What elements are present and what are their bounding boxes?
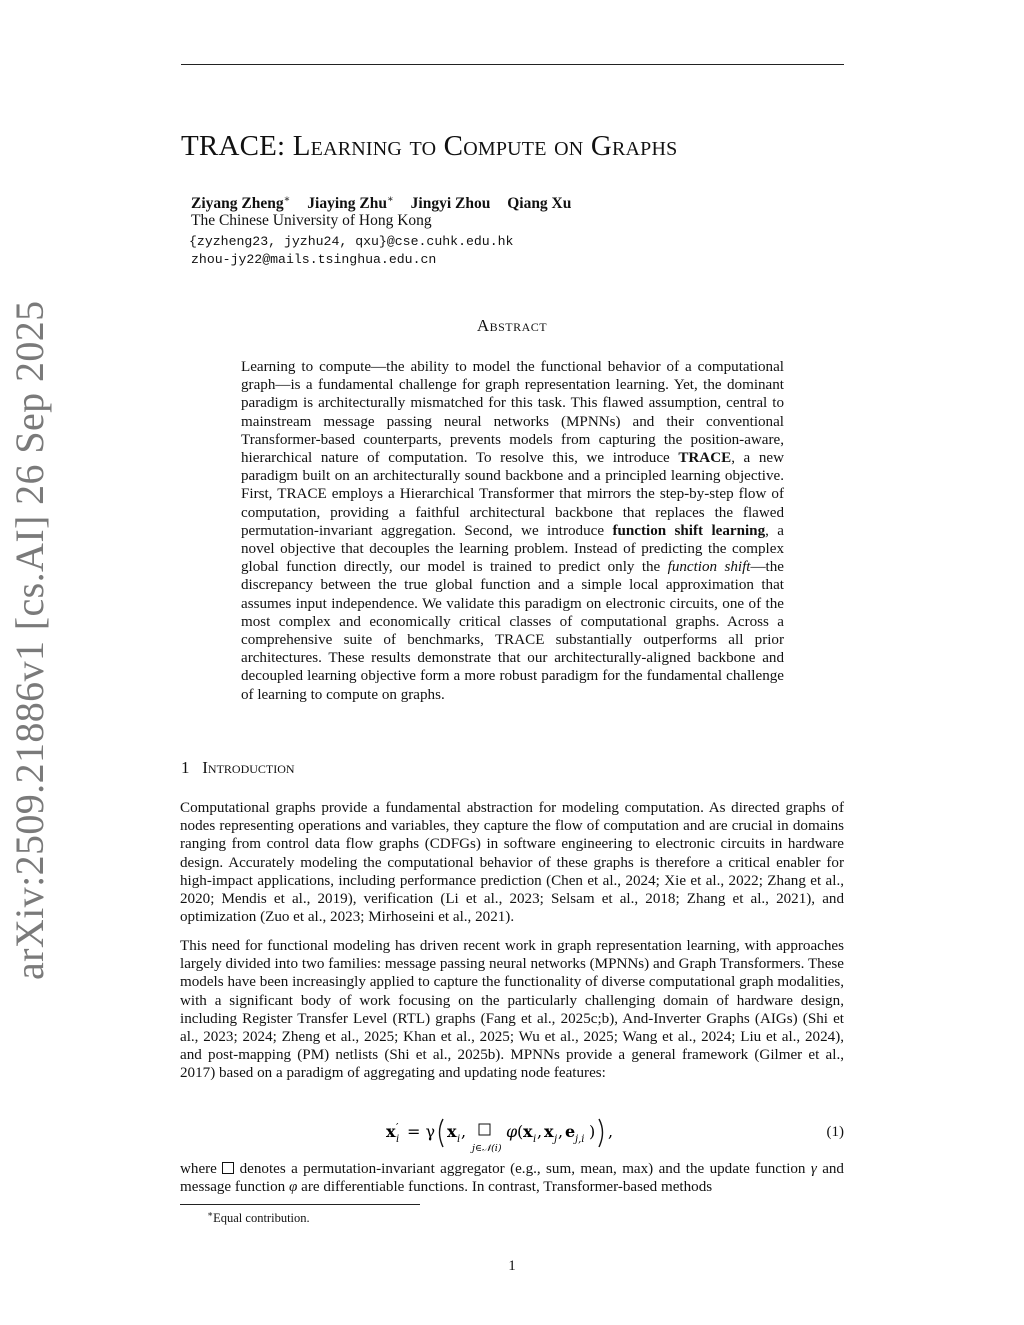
intro-paragraph: This need for functional modeling has driven recent work in graph representation learning, with approaches largely divided into two families: message passing neural networks (MPNNs) and Graph Transformers. These models have been increasingly applied to capture the functionality of diverse computational graph modalities, with a significant body of work focusing on the particularly challenging domain of hardware design, including Register Transfer Level (RTL) graphs (Fang et al., 2025c;b), And-Inverter Graphs (AIGs) (Shi et al., 2023; 2024; Zheng et al., 2025; Khan et al., 2025; Wu et al., 2025; Wang et al., 2024; Liu et al., 2024), and post-mapping (PM) netlists (Shi et al., 2025b). MPNNs provide a general framework (Gilmer et al., 2017) based on a paradigm of aggregating and updating node features: [180,938,844,1082]
svg-text:i: i [457,1134,461,1145]
equation-figure [386,1110,656,1160]
author-name: Qiang Xu [507,195,572,213]
svg-text:x: x [544,1122,554,1141]
svg-text:φ: φ [506,1122,518,1141]
svg-text:,: , [461,1122,467,1141]
author-email: zhou-jy22@mails.tsinghua.edu.cn [191,252,437,267]
svg-text:i: i [533,1134,537,1145]
author-email: {zyzheng23, jyzhu24, qxu}@cse.cuhk.edu.hk [189,234,514,249]
author-name: Jiaying Zhu∗ [307,194,394,213]
author-list [191,194,584,213]
svg-text:): ) [589,1122,596,1141]
author-name: Ziyang Zheng∗ [191,194,291,213]
svg-text:,: , [537,1122,543,1141]
svg-text:′: ′ [396,1121,399,1134]
footnote-rule [180,1204,420,1205]
svg-text:i: i [396,1134,400,1145]
intro-paragraph: Computational graphs provide a fundamental abstraction for modeling computation. As directed graphs of nodes representing operations and variables, they capture the flow of computation and are crucial in domains ranging from control data flow graphs (CDFGs) in software engineering to electronic circuits in hardware design. Accurately modeling the computational behavior of these graphs is therefore a critical enabler for high-impact applications, including performance prediction (Chen et al., 2024; Xie et al., 2022; Zhang et al., 2020; Mendis et al., 2019), verification (Li et al., 2023; Selsam et al., 2018; Zhang et al., 2021), and optimization (Zuo et al., 2023; Mirhoseini et al., 2021). [180,800,844,926]
intro-paragraph: where denotes a permutation-invariant aggregator (e.g., sum, mean, max) and the update function γ and message function φ are differentiable functions. In contrast, Transformer-based methods [180,1161,844,1196]
author-name: Jingyi Zhou [410,195,491,213]
section-title: Introduction [202,758,295,777]
svg-text:,: , [608,1122,614,1141]
arxiv-side-stamp: arXiv:2509.21886v1 [cs.AI] 26 Sep 2025 [7,300,52,980]
abstract-text: Learning to compute—the ability to model the functional behavior of a computational graph—is a fundamental challenge for graph representation learning. Yet, the dominant paradigm is architecturally mismatched for this task. This flawed assumption, central to mainstream message passing neural networks (MPNNs) and their conventional Transformer-based counterparts, prevents models from capturing the position-aware, hierarchical nature of computation. To resolve this, we introduce TRACE, a new paradigm built on an architecturally sound backbone and a principled learning objective. First, TRACE employs a Hierarchical Transformer that mirrors the step-by-step flow of computation, providing a faithful architectural backbone that replaces the flawed permutation-invariant aggregation. Second, we introduce function shift learning, a novel objective that decouples the learning problem. Instead of predicting the complex global function directly, our model is trained to predict only the function shift—the discrepancy between the true global function and a simple local approximation that assumes input independence. We validate this paradigm on electronic circuits, one of the most complex and economically critical classes of computational graphs. Across a comprehensive suite of benchmarks, TRACE substantially outperforms all prior architectures. These results demonstrate that our architecturally-aligned backbone and decoupled learning objective form a more robust paradigm for the fundamental challenge of learning to compute on graphs. [241,359,785,703]
svg-text:j∈𝒩(i): j∈𝒩(i) [472,1143,502,1154]
page-number: 1 [508,1258,516,1274]
section-number: 1 [181,758,190,777]
svg-text:j,i: j,i [575,1134,585,1145]
footnote: ∗Equal contribution. [207,1209,310,1226]
svg-text:= γ: = γ [407,1122,436,1141]
svg-text:e: e [565,1122,576,1141]
aggregator-box-symbol [222,1162,234,1174]
paper-title: TRACE: Learning to Compute on Graphs [181,130,678,162]
abstract-heading: Abstract [476,316,548,335]
svg-text:x: x [447,1122,457,1141]
equation-number: (1) [826,1124,844,1140]
svg-text:j: j [554,1134,558,1145]
affiliation: The Chinese University of Hong Kong [191,212,432,229]
svg-text:,: , [558,1122,564,1141]
svg-text:(: ( [517,1122,524,1141]
section-heading [181,758,295,778]
svg-text:x: x [386,1122,396,1141]
mpnn-update-equation [386,1110,656,1164]
equation-block [0,1110,1024,1160]
svg-text:x: x [523,1122,533,1141]
top-rule [181,64,844,65]
